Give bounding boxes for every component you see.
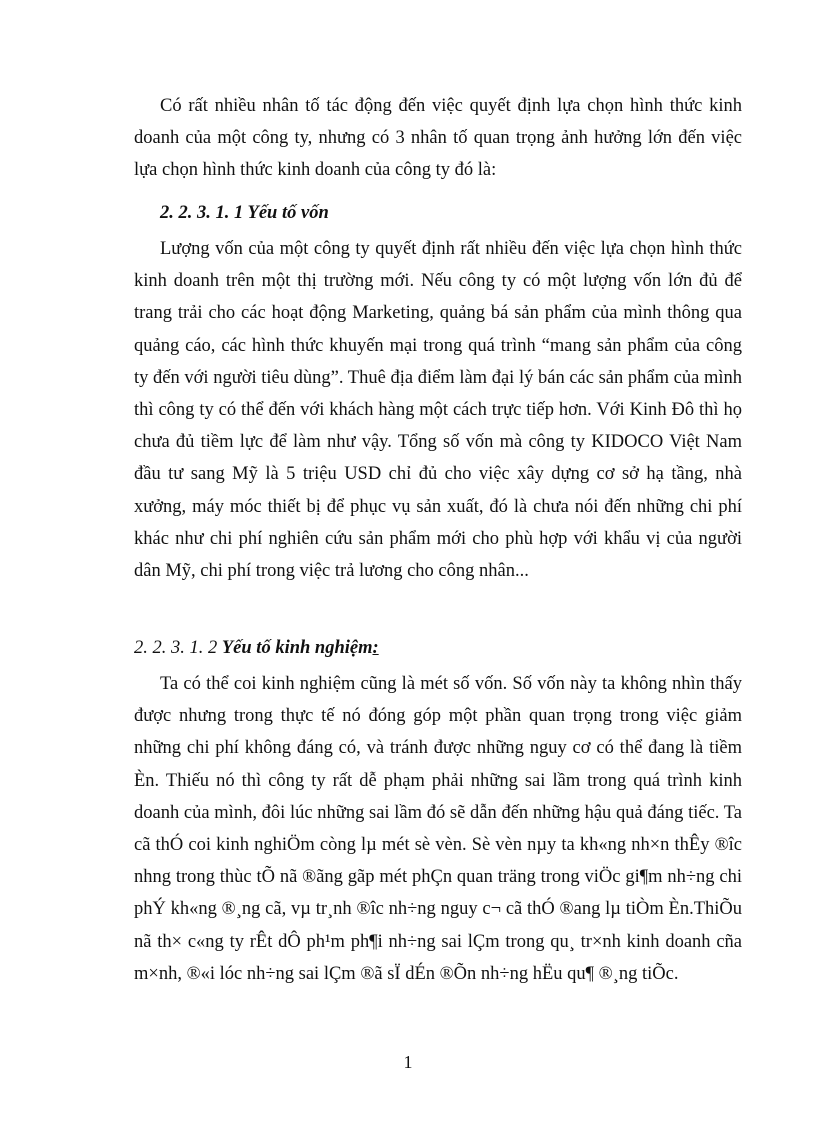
capital-section [134,233,742,587]
heading-experience-number: 2. 2. 3. 1. 2 [134,638,218,658]
intro-paragraph: Có rất nhiều nhân tố tác động đến việc quyết định lựa chọn hình thức kinh doanh của một công ty, nhưng có 3 nhân tố quan trọng ảnh hưởng lớn đến việc lựa chọn hình thức kinh doanh của công ty đó là: [134,96,742,181]
heading-experience-title: Yếu tố kinh nghiệm [221,638,373,658]
heading-capital [160,197,329,229]
capital-paragraph: Lượng vốn của một công ty quyết định rất nhiều đến việc lựa chọn hình thức kinh doanh trên một thị trường mới. Nếu công ty có một lượng vốn lớn đủ để trang trải cho các hoạt động Marketing, quảng bá sản phẩm của mình thông qua quảng cáo, các hình thức khuyến mại trong quá trình “mang sản phẩm của công ty đến với người tiêu dùng”. Thuê địa điểm làm đại lý bán các sản phẩm của mình thì công ty có thể đến với khách hàng một cách trực tiếp hơn. Với Kinh Đô thì họ chưa đủ tiềm lực để làm như vậy. Tổng số vốn mà công ty KIDOCO Việt Nam đầu tư sang Mỹ là 5 triệu USD chỉ đủ cho việc xây dựng cơ sở hạ tầng, nhà xưởng, máy móc thiết bị để phục vụ sản xuất, đó là chưa nói đến những chi phí khác như chi phí nghiên cứu sản phẩm mới cho phù hợp với khẩu vị của người dân Mỹ, chi phí trong việc trả lương cho công nhân... [134,239,742,582]
heading-capital-title: Yếu tố vốn [247,203,329,223]
heading-experience [134,632,379,664]
experience-paragraph: Ta có thể coi kinh nghiệm cũng là mét số vốn. Số vốn này ta không nhìn thấy được nhưng trong thực tế nó đóng góp một phần quan trọng trong việc giảm những chi phí không đáng có, và tránh được những nguy cơ có thể đang là tiềm Èn. Thiếu nó thì công ty rất dễ phạm phải những sai lầm trong quá trình kinh doanh của mình, đôi lúc những sai lầm đó sẽ dẫn đến những hậu quả đáng tiếc. Ta cã thÓ coi kinh nghiÖm còng lµ mét sè vèn. Sè vèn nµy ta kh«ng nh×n thÊy ®îc nhng trong thùc tÕ nã ®ãng gãp mét phÇn quan träng trong viÖc gi¶m nh÷ng chi phÝ kh«ng ®¸ng cã, vµ tr¸nh ®îc nh÷ng nguy c¬ cã thÓ ®ang lµ tiÒm Èn.ThiÕu nã th× c«ng ty rÊt dÔ ph¹m ph¶i nh÷ng sai lÇm trong qu¸ tr×nh kinh doanh cña m×nh, ®«i lóc nh÷ng sai lÇm ®ã sÏ dÉn ®Õn nh÷ng hËu qu¶ ®¸ng tiÕc. [134,674,742,984]
page-number: 1 [403,1052,413,1072]
heading-experience-colon: : [372,638,379,658]
intro-section [134,90,742,187]
experience-section [134,668,742,990]
heading-capital-number: 2. 2. 3. 1. 1 [160,203,244,223]
